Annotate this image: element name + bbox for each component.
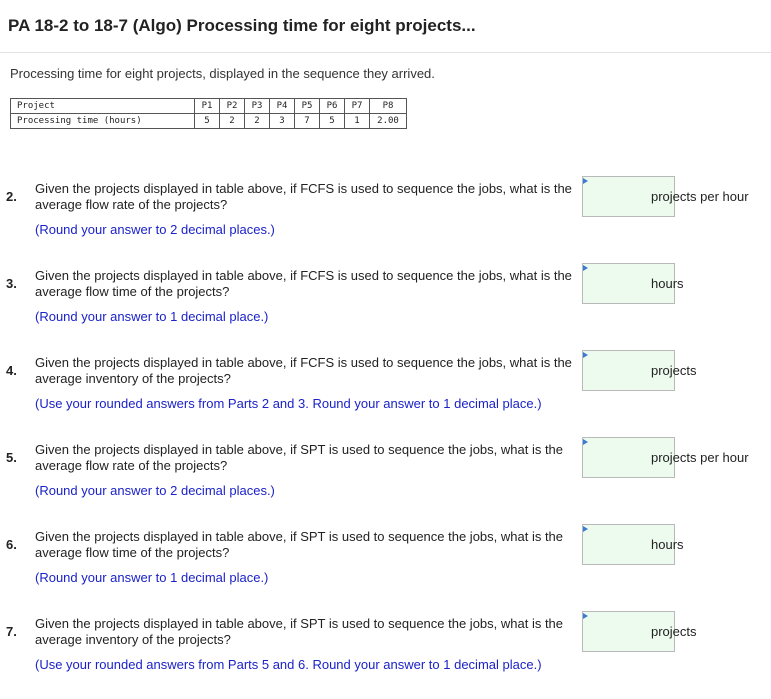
question-number: 5. — [6, 450, 17, 465]
processing-time-table — [10, 98, 407, 129]
time-cell: 5 — [320, 114, 345, 129]
answer-unit: projects per hour — [651, 450, 749, 465]
answer-marker-icon — [583, 352, 588, 358]
question-4 — [6, 355, 766, 438]
question-hint: (Round your answer to 2 decimal places.) — [35, 222, 275, 237]
question-text: Given the projects displayed in table above, if FCFS is used to sequence the jobs, what is the average inventory of the projects? — [35, 355, 572, 386]
project-cell: P3 — [245, 99, 270, 114]
question-hint: (Use your rounded answers from Parts 2 and 3. Round your answer to 1 decimal place.) — [35, 396, 542, 411]
answer-marker-icon — [583, 265, 588, 271]
question-text: Given the projects displayed in table above, if SPT is used to sequence the jobs, what is the average flow time of the projects? — [35, 529, 564, 560]
answer-marker-icon — [583, 178, 588, 184]
time-cell: 7 — [295, 114, 320, 129]
time-cell: 2 — [245, 114, 270, 129]
time-cell: 5 — [195, 114, 220, 129]
intro-text: Processing time for eight projects, displayed in the sequence they arrived. — [10, 66, 435, 81]
time-cell: 3 — [270, 114, 295, 129]
answer-unit: hours — [651, 276, 684, 291]
question-7 — [6, 616, 766, 699]
table-row-label: Processing time (hours) — [11, 114, 195, 129]
project-cell: P5 — [295, 99, 320, 114]
question-text: Given the projects displayed in table above, if FCFS is used to sequence the jobs, what is the average flow time of the projects? — [35, 268, 572, 299]
answer-unit: projects — [651, 363, 697, 378]
question-hint: (Round your answer to 2 decimal places.) — [35, 483, 275, 498]
question-2 — [6, 181, 766, 264]
time-cell: 1 — [345, 114, 370, 129]
answer-unit: projects per hour — [651, 189, 749, 204]
time-cell: 2.00 — [370, 114, 407, 129]
question-hint: (Round your answer to 1 decimal place.) — [35, 570, 269, 585]
question-text: Given the projects displayed in table above, if SPT is used to sequence the jobs, what is the average flow rate of the projects? — [35, 442, 564, 473]
table-row-projects — [11, 99, 407, 114]
page-title: PA 18-2 to 18-7 (Algo) Processing time for eight projects... — [8, 16, 476, 35]
answer-marker-icon — [583, 526, 588, 532]
table-row-times — [11, 114, 407, 129]
project-cell: P7 — [345, 99, 370, 114]
project-cell: P2 — [220, 99, 245, 114]
title-divider — [0, 52, 771, 53]
question-hint: (Round your answer to 1 decimal place.) — [35, 309, 269, 324]
question-text: Given the projects displayed in table above, if FCFS is used to sequence the jobs, what is the average flow rate of the projects? — [35, 181, 572, 212]
question-number: 7. — [6, 624, 17, 639]
question-number: 4. — [6, 363, 17, 378]
answer-unit: projects — [651, 624, 697, 639]
project-cell: P8 — [370, 99, 407, 114]
project-cell: P4 — [270, 99, 295, 114]
answer-marker-icon — [583, 613, 588, 619]
question-text: Given the projects displayed in table above, if SPT is used to sequence the jobs, what is the average inventory of the projects? — [35, 616, 564, 647]
table-header-label: Project — [11, 99, 195, 114]
question-3 — [6, 268, 766, 351]
time-cell: 2 — [220, 114, 245, 129]
answer-unit: hours — [651, 537, 684, 552]
question-6 — [6, 529, 766, 612]
question-number: 2. — [6, 189, 17, 204]
project-cell: P1 — [195, 99, 220, 114]
answer-marker-icon — [583, 439, 588, 445]
question-hint: (Use your rounded answers from Parts 5 and 6. Round your answer to 1 decimal place.) — [35, 657, 542, 672]
question-number: 3. — [6, 276, 17, 291]
project-cell: P6 — [320, 99, 345, 114]
question-number: 6. — [6, 537, 17, 552]
question-5 — [6, 442, 766, 525]
